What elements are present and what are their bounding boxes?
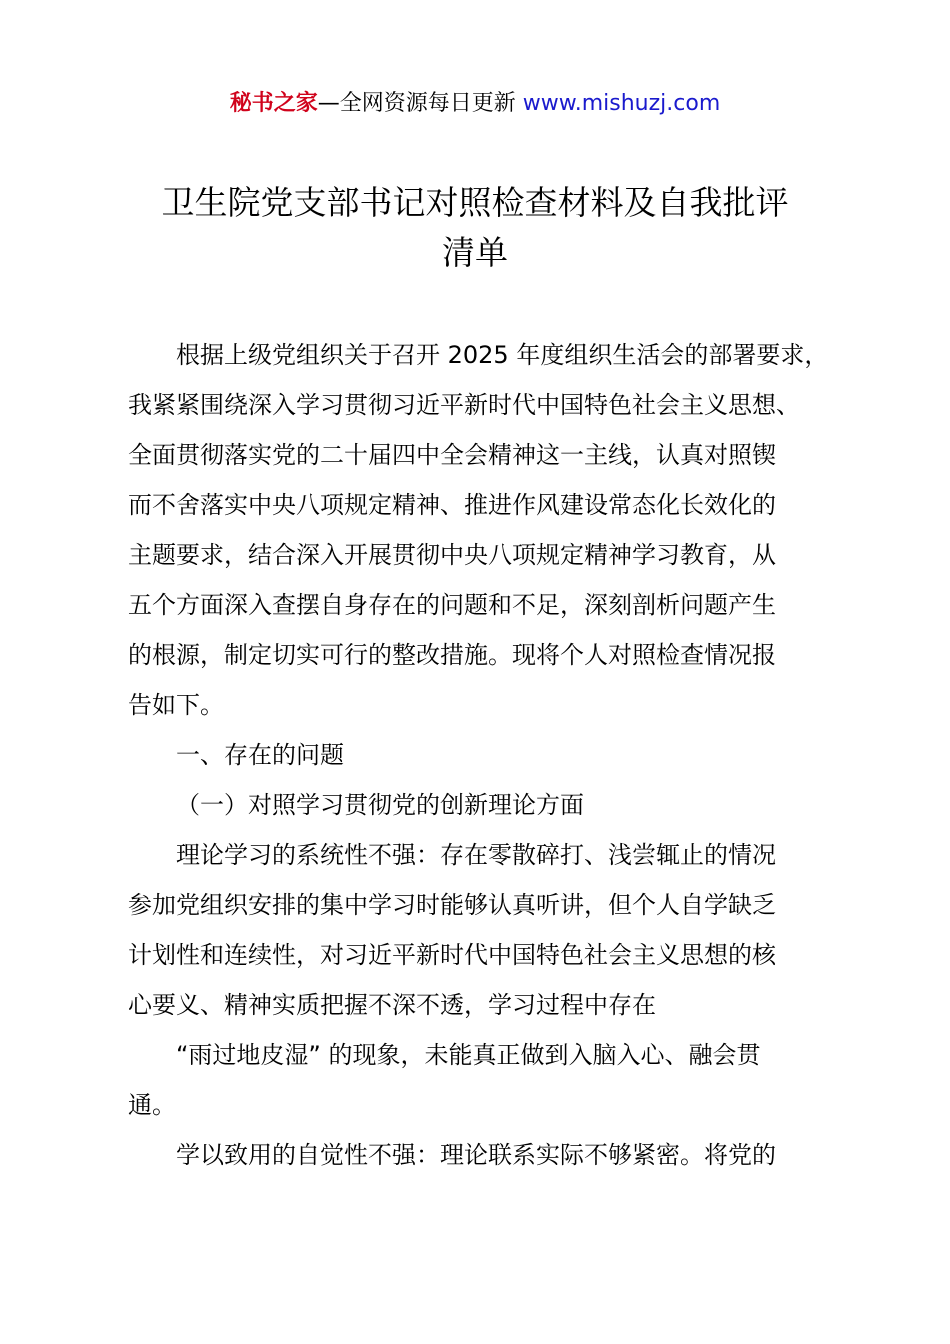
text-line: 计划性和连续性，对习近平新时代中国特色社会主义思想的核: [128, 941, 776, 969]
text-line: 主题要求，结合深入开展贯彻中央八项规定精神学习教育，从: [128, 541, 776, 569]
text-line: 学以致用的自觉性不强：理论联系实际不够紧密。将党的: [176, 1141, 776, 1169]
document-title-line-2: 清单: [442, 233, 508, 272]
text-line: 全面贯彻落实党的二十届四中全会精神这一主线，认真对照锲: [128, 441, 776, 469]
text-line: 我紧紧围绕深入学习贯彻习近平新时代中国特色社会主义思想、: [128, 391, 800, 419]
text-line: 而不舍落实中央八项规定精神、推进作风建设常态化长效化的: [128, 491, 776, 519]
text-line: 参加党组织安排的集中学习时能够认真听讲，但个人自学缺乏: [128, 891, 776, 919]
text-line: 告如下。: [128, 691, 224, 719]
section-heading: [128, 730, 832, 780]
site-slogan: —全网资源每日更新: [317, 91, 523, 116]
site-url[interactable]: www.mishuzj.com: [522, 91, 721, 116]
text-line: 根据上级党组织关于召开 2025 年度组织生活会的部署要求，: [176, 341, 829, 369]
body-paragraph-2: [128, 1030, 832, 1130]
site-brand: 秘书之家: [229, 91, 318, 116]
body-paragraph-1: [128, 830, 832, 1030]
document-title: [120, 178, 830, 278]
text-line: 心要义、精神实质把握不深不透，学习过程中存在: [128, 991, 656, 1019]
text-line: “雨过地皮湿” 的现象，未能真正做到入脑入心、融会贯: [176, 1041, 761, 1069]
subsection-heading-text: （一）对照学习贯彻党的创新理论方面: [176, 791, 584, 819]
text-line: 通。: [128, 1091, 176, 1119]
subsection-heading: [128, 780, 832, 830]
section-heading-text: 一、存在的问题: [176, 741, 344, 769]
document-body: [128, 330, 832, 1180]
text-line: 的根源，制定切实可行的整改措施。现将个人对照检查情况报: [128, 641, 776, 669]
text-line: 理论学习的系统性不强：存在零散碎打、浅尝辄止的情况: [176, 841, 776, 869]
text-line: 五个方面深入查摆自身存在的问题和不足，深刻剖析问题产生: [128, 591, 776, 619]
document-title-line-1: 卫生院党支部书记对照检查材料及自我批评: [161, 183, 789, 222]
intro-paragraph: [128, 330, 832, 730]
body-paragraph-3: [128, 1130, 832, 1180]
site-header: [0, 88, 950, 120]
